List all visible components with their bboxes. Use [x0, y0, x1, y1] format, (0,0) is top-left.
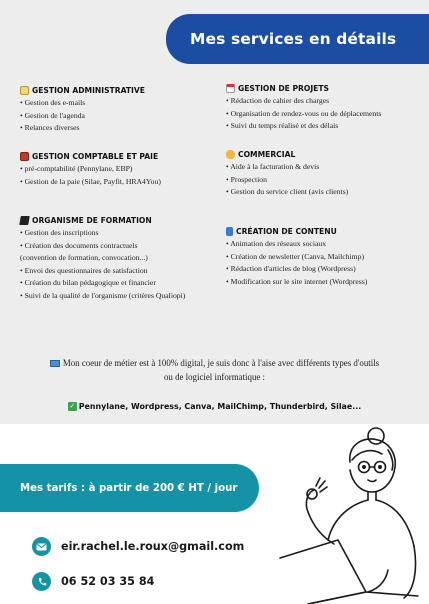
- phone-icon: [32, 572, 51, 591]
- list-item: • Suivi du temps réalisé et des délais: [226, 121, 339, 131]
- list-item: • Gestion de l'agenda: [20, 110, 85, 120]
- list-item: • Relances diverses: [20, 123, 80, 133]
- list-item: • Envoi des questionnaires de satisfaction: [20, 265, 148, 275]
- section-title: COMMERCIAL: [238, 150, 296, 159]
- list-item: • pré-comptabilité (Pennylane, EBP): [20, 164, 133, 173]
- list-item: • Prospection: [226, 174, 267, 184]
- handshake-icon: [226, 150, 235, 159]
- list-admin: [20, 97, 145, 135]
- memo-icon: [20, 86, 29, 95]
- list-commercial: [226, 161, 348, 199]
- list-item: • Animation des réseaux sociaux: [226, 239, 327, 248]
- woman-laptop-illustration: [268, 420, 429, 604]
- list-item: • Suivi de la qualité de l'organisme (critères Qualiopi): [20, 290, 186, 300]
- section-title: GESTION DE PROJETS: [238, 84, 330, 93]
- section-commercial: [226, 150, 348, 199]
- digital-statement: Mon coeur de métier est à 100% digital, je suis donc à l'aise avec différents types d'outils ou de logiciel informatique :: [12, 356, 417, 384]
- list-item: • Création du bilan pédagogique et financier: [20, 278, 156, 288]
- section-title: ORGANISME DE FORMATION: [32, 216, 152, 225]
- phone-number[interactable]: 06 52 03 35 84: [61, 575, 155, 588]
- section-comptable: [20, 152, 161, 188]
- section-title: GESTION COMPTABLE ET PAIE: [32, 152, 159, 161]
- list-item: • Aide à la facturation & devis: [226, 162, 320, 171]
- page-title: Mes services en détails: [190, 30, 397, 48]
- list-item: • Gestion des e-mails: [20, 98, 86, 107]
- section-projets: [226, 84, 381, 133]
- mobile-phone-icon: [226, 227, 233, 236]
- list-item: • Gestion de la paie (Silae, Payfit, HRA4You): [20, 176, 161, 186]
- list-item: • Gestion des inscriptions: [20, 228, 99, 237]
- tools-list: ✓ Pennylane, Wordpress, Canva, MailChimp, Thunderbird, Silae...: [69, 402, 362, 411]
- section-contenu: [226, 227, 367, 288]
- section-admin: [20, 86, 145, 135]
- list-item: (convention de formation, convocation...): [20, 253, 148, 263]
- title-banner: [166, 14, 429, 64]
- list-projets: [226, 95, 381, 133]
- section-title: GESTION ADMINISTRATIVE: [32, 86, 145, 95]
- email-icon: [32, 537, 51, 556]
- check-mark-icon: ✓: [69, 402, 76, 410]
- graduation-cap-icon: [19, 216, 30, 225]
- list-item: • Rédaction d'articles de blog (Wordpress): [226, 264, 356, 274]
- list-contenu: [226, 238, 367, 288]
- list-item: • Création de newsletter (Canva, Mailchimp): [226, 251, 365, 261]
- tarifs-banner: [0, 464, 259, 512]
- computer-icon: [50, 360, 60, 367]
- list-comptable: [20, 163, 161, 188]
- email-contact[interactable]: [32, 537, 244, 556]
- list-item: • Création des documents contractuels: [20, 240, 138, 250]
- list-item: • Modification sur le site internet (Wordpress): [226, 276, 368, 286]
- email-address[interactable]: eir.rachel.le.roux@gmail.com: [61, 540, 245, 553]
- tarifs-text: Mes tarifs : à partir de 200 € HT / jour: [20, 482, 238, 494]
- ledger-icon: [20, 152, 29, 161]
- section-formation: [20, 216, 185, 303]
- list-item: • Rédaction de cahier des charges: [226, 96, 330, 105]
- list-item: • Gestion du service client (avis clients): [226, 187, 349, 197]
- calendar-icon: [226, 84, 235, 93]
- section-title: CRÉATION DE CONTENU: [236, 227, 337, 236]
- list-formation: [20, 227, 185, 303]
- phone-contact[interactable]: [32, 572, 154, 591]
- list-item: • Organisation de rendez-vous ou de déplacements: [226, 108, 382, 118]
